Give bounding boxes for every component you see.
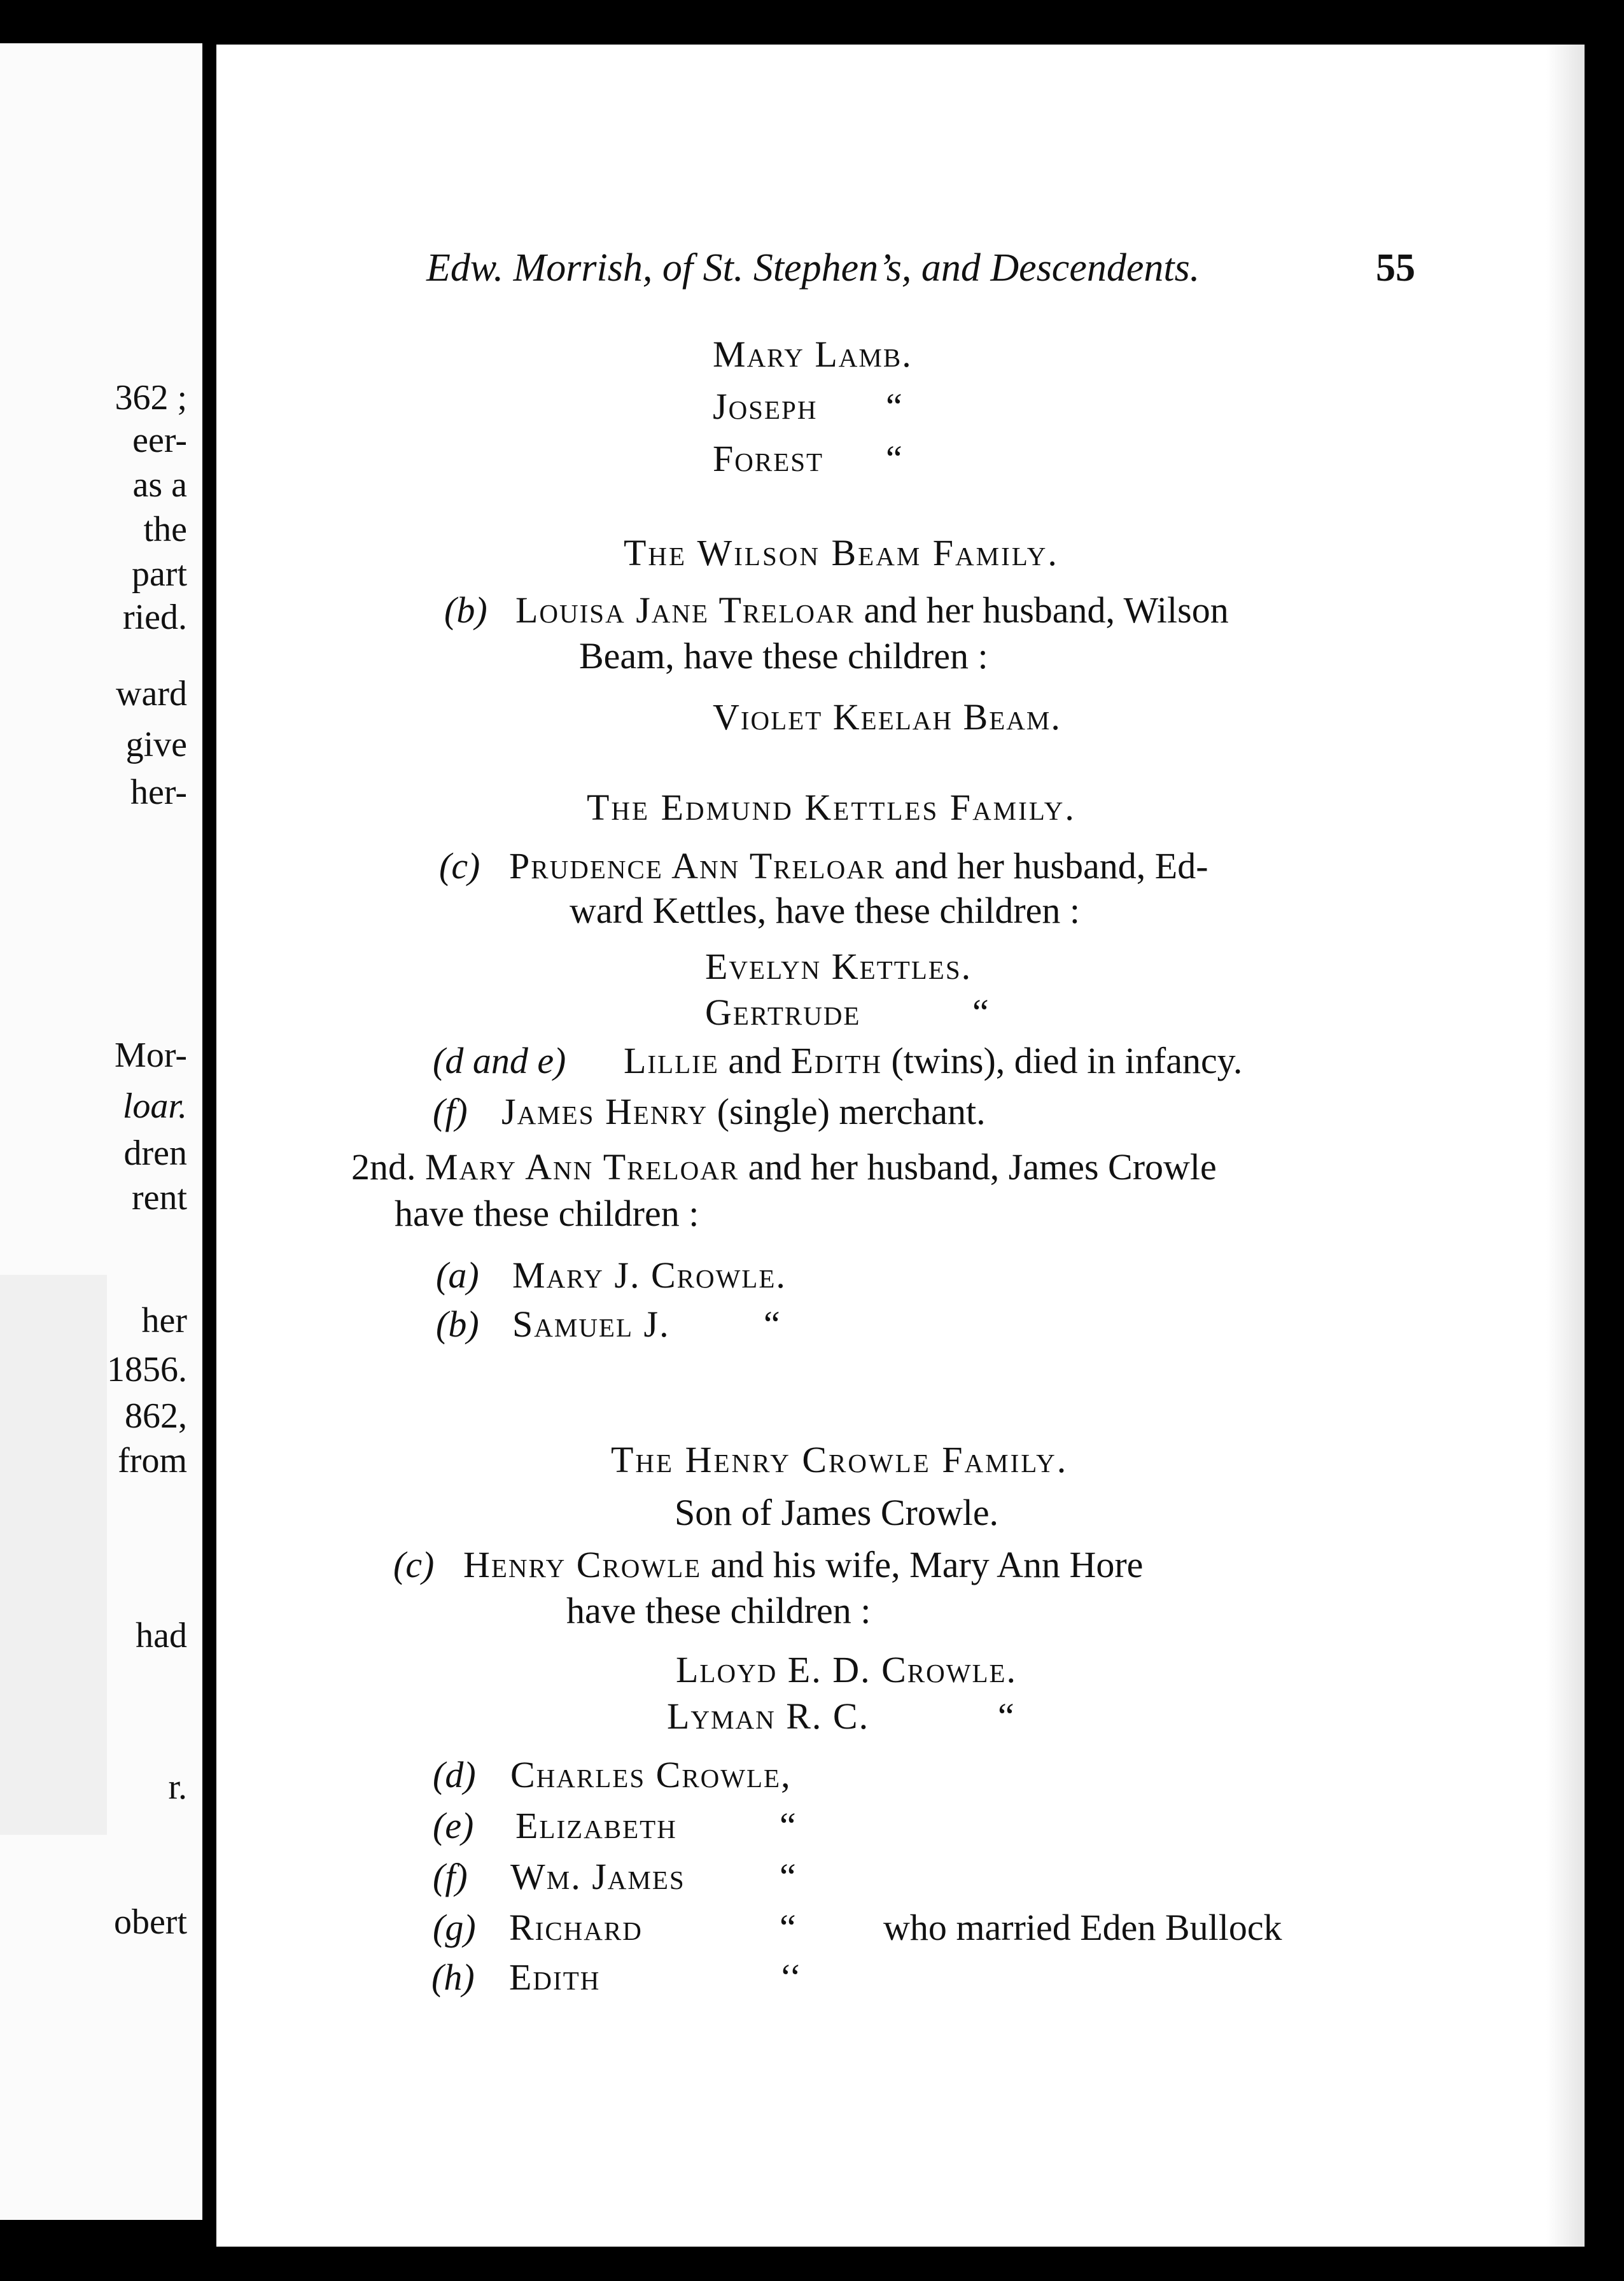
- entry-marker: (b): [436, 1303, 479, 1345]
- page-number: 55: [1376, 246, 1415, 290]
- entry-marker: (f): [433, 1856, 468, 1897]
- entry-text: [463, 1544, 1144, 1585]
- family-heading: The Edmund Kettles Family.: [587, 787, 1076, 828]
- ditto-mark: “: [886, 386, 902, 427]
- entry-continuation: and her husband, Ed-: [894, 845, 1208, 887]
- person-name: Henry Crowle: [463, 1544, 702, 1585]
- left-fragment-line: r.: [168, 1767, 187, 1807]
- left-fragment-line: ward: [116, 674, 187, 713]
- child-name: Samuel J.: [512, 1303, 670, 1345]
- person-name: Prudence Ann Treloar: [509, 845, 886, 887]
- child-name: Lyman R. C.: [667, 1695, 870, 1737]
- entry-continuation: (single) merchant.: [717, 1091, 986, 1132]
- entry-text: [515, 589, 1229, 631]
- left-fragment-line: obert: [113, 1902, 187, 1942]
- left-fragment-line: loar.: [122, 1086, 187, 1126]
- child-name: Mary Lamb.: [713, 333, 913, 375]
- left-fragment-line: eer-: [132, 421, 187, 460]
- child-name: Mary J. Crowle.: [512, 1254, 787, 1296]
- left-fragment-line: dren: [123, 1133, 187, 1173]
- sibling-name: Wm. James: [510, 1856, 685, 1897]
- child-name: Violet Keelah Beam.: [713, 696, 1061, 738]
- ditto-mark: “: [972, 992, 989, 1033]
- ditto-mark: “: [764, 1303, 780, 1345]
- entry-ordinal: 2nd.: [351, 1146, 416, 1188]
- person-name: Louisa Jane Treloar: [515, 589, 855, 631]
- entry-marker: (c): [393, 1544, 435, 1585]
- running-title: Edw. Morrish, of St. Stephen’s, and Descendents.: [426, 246, 1200, 290]
- entry-marker: (d and e): [433, 1040, 566, 1081]
- entry-text: [351, 1146, 1217, 1188]
- entry-text: have these children :: [395, 1193, 699, 1234]
- ditto-mark: “: [780, 1805, 796, 1846]
- left-fragment-line: 862,: [125, 1396, 187, 1436]
- left-fragment-line: rent: [131, 1178, 187, 1218]
- sibling-name: Richard: [509, 1907, 643, 1948]
- left-fragment-line: from: [118, 1441, 187, 1480]
- left-fragment-line: as a: [132, 465, 187, 505]
- left-fragment-line: give: [125, 725, 187, 764]
- entry-marker: (d): [433, 1754, 476, 1795]
- child-name: Gertrude: [705, 992, 861, 1033]
- family-heading: The Wilson Beam Family.: [624, 532, 1059, 573]
- entry-continuation: and her husband, James Crowle: [748, 1146, 1217, 1188]
- entry-text: [624, 1042, 1242, 1079]
- entry-marker: (c): [439, 845, 480, 887]
- sibling-name: Edith: [509, 1956, 601, 1998]
- person-name: Edith: [790, 1040, 882, 1081]
- page-edge-shadow: [1546, 45, 1585, 2247]
- sibling-note: who married Eden Bullock: [883, 1907, 1282, 1948]
- left-page-shading: [0, 1275, 107, 1835]
- entry-text: ward Kettles, have these children :: [570, 890, 1081, 931]
- book-page: [216, 45, 1585, 2247]
- person-name: James Henry: [501, 1091, 708, 1132]
- left-fragment-line: ried.: [122, 598, 187, 637]
- entry-marker: (g): [433, 1907, 476, 1948]
- entry-continuation: and his wife, Mary Ann Hore: [710, 1544, 1144, 1585]
- left-fragment-line: Mor-: [115, 1035, 187, 1075]
- child-name: Forest: [713, 438, 824, 479]
- child-name: Evelyn Kettles.: [705, 946, 972, 987]
- entry-continuation: and her husband, Wilson: [864, 589, 1229, 631]
- left-fragment-line: 362 ;: [115, 378, 187, 418]
- sibling-name: Elizabeth: [515, 1805, 677, 1846]
- entry-text: Beam, have these children :: [579, 635, 988, 677]
- conjunction: and: [728, 1040, 782, 1081]
- left-fragment-line: part: [131, 554, 187, 594]
- child-name: Joseph: [713, 386, 818, 427]
- left-fragment-line: the: [143, 510, 187, 549]
- entry-marker: (h): [431, 1956, 475, 1998]
- child-name: Lloyd E. D. Crowle.: [676, 1649, 1018, 1690]
- left-fragment-line: had: [136, 1616, 187, 1655]
- entry-marker: (a): [436, 1254, 479, 1296]
- left-fragment-line: 1856.: [107, 1350, 187, 1389]
- person-name: Mary Ann Treloar: [425, 1146, 739, 1188]
- entry-continuation: (twins), died in infancy.: [891, 1040, 1243, 1081]
- ditto-mark: “: [780, 1856, 796, 1897]
- entry-marker: (b): [444, 589, 487, 631]
- left-page-fragment: [0, 43, 202, 2220]
- entry-marker: (f): [433, 1091, 468, 1132]
- entry-text: have these children :: [566, 1590, 871, 1631]
- ditto-mark: “: [886, 438, 902, 479]
- ditto-mark: “: [780, 1907, 796, 1948]
- family-subheading: Son of James Crowle.: [675, 1492, 999, 1533]
- person-name: Lillie: [624, 1040, 719, 1081]
- left-fragment-line: her-: [130, 773, 187, 812]
- sibling-name: Charles Crowle,: [510, 1754, 792, 1795]
- ditto-mark: “: [998, 1695, 1014, 1737]
- left-fragment-line: her: [141, 1301, 187, 1340]
- family-heading: The Henry Crowle Family.: [611, 1439, 1068, 1480]
- entry-text: [501, 1093, 986, 1130]
- ditto-mark: ‘‘: [780, 1956, 802, 1998]
- entry-marker: (e): [433, 1805, 474, 1846]
- entry-text: [509, 845, 1208, 887]
